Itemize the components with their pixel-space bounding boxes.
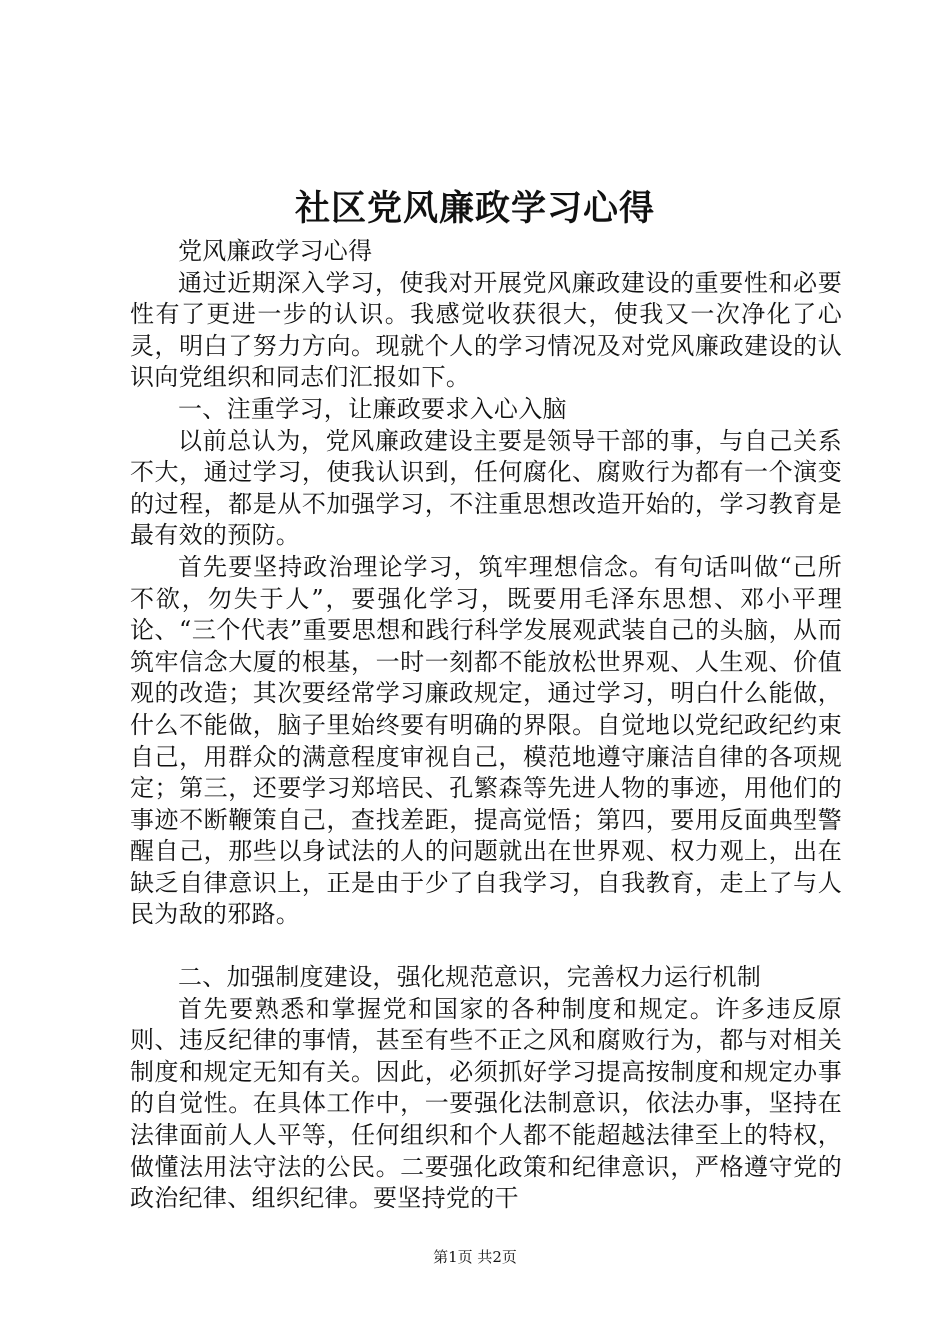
body-paragraph: 首先要坚持政治理论学习，筑牢理想信念。有句话叫做“己所不欲，勿失于人”，要强化学习，既要用毛泽东思想、邓小平理论、“三个代表”重要思想和践行科学发展观武装自己的头脑，从而筑牢信念大厦的根基，一时一刻都不能放松世界观、人生观、价值观的改造；其次要经常学习廉政规定，通过学习，明白什么能做，什么不能做，脑子里始终要有明确的界限。自觉地以党纪政纪约束自己，用群众的满意程度审视自己，模范地遵守廉洁自律的各项规定；第三，还要学习郑培民、孔繁森等先进人物的事迹，用他们的事迹不断鞭策自己，查找差距，提高觉悟；第四，要用反面典型警醒自己，那些以身试法的人的问题就出在世界观、权力观上，出在缺乏自律意识上，正是由于少了自我学习，自我教育，走上了与人民为敌的邪路。 [130, 552, 842, 929]
section-heading-1: 一、注重学习，让廉政要求入心入脑 [178, 394, 567, 423]
document-title: 社区党风廉政学习心得 [294, 188, 655, 229]
document-body [130, 236, 842, 1215]
page-number-footer: 第1页 共2页 [433, 1248, 517, 1266]
intro-paragraph: 通过近期深入学习，使我对开展党风廉政建设的重要性和必要性有了更进一步的认识。我感觉收获很大，使我又一次净化了心灵，明白了努力方向。现就个人的学习情况及对党风廉政建设的认识向党组织和同志们汇报如下。 [130, 268, 842, 392]
subtitle-paragraph: 党风廉政学习心得 [178, 237, 373, 265]
body-paragraph: 首先要熟悉和掌握党和国家的各种制度和规定。许多违反原则、违反纪律的事情，甚至有些不正之风和腐败行为，都与对相关制度和规定无知有关。因此，必须抓好学习提高按制度和规定办事的自觉性。在具体工作中，一要强化法制意识，依法办事，坚持在法律面前人人平等，任何组织和个人都不能超越法律至上的特权，做懂法用法守法的公民。二要强化政策和纪律意识，严格遵守党的政治纪律、组织纪律。要坚持党的干 [130, 994, 842, 1213]
section-heading-2: 二、加强制度建设，强化规范意识，完善权力运行机制 [178, 963, 762, 992]
body-paragraph: 以前总认为，党风廉政建设主要是领导干部的事，与自己关系不大，通过学习，使我认识到，任何腐化、腐败行为都有一个演变的过程，都是从不加强学习，不注重思想改造开始的，学习教育是最有效的预防。 [130, 426, 842, 550]
